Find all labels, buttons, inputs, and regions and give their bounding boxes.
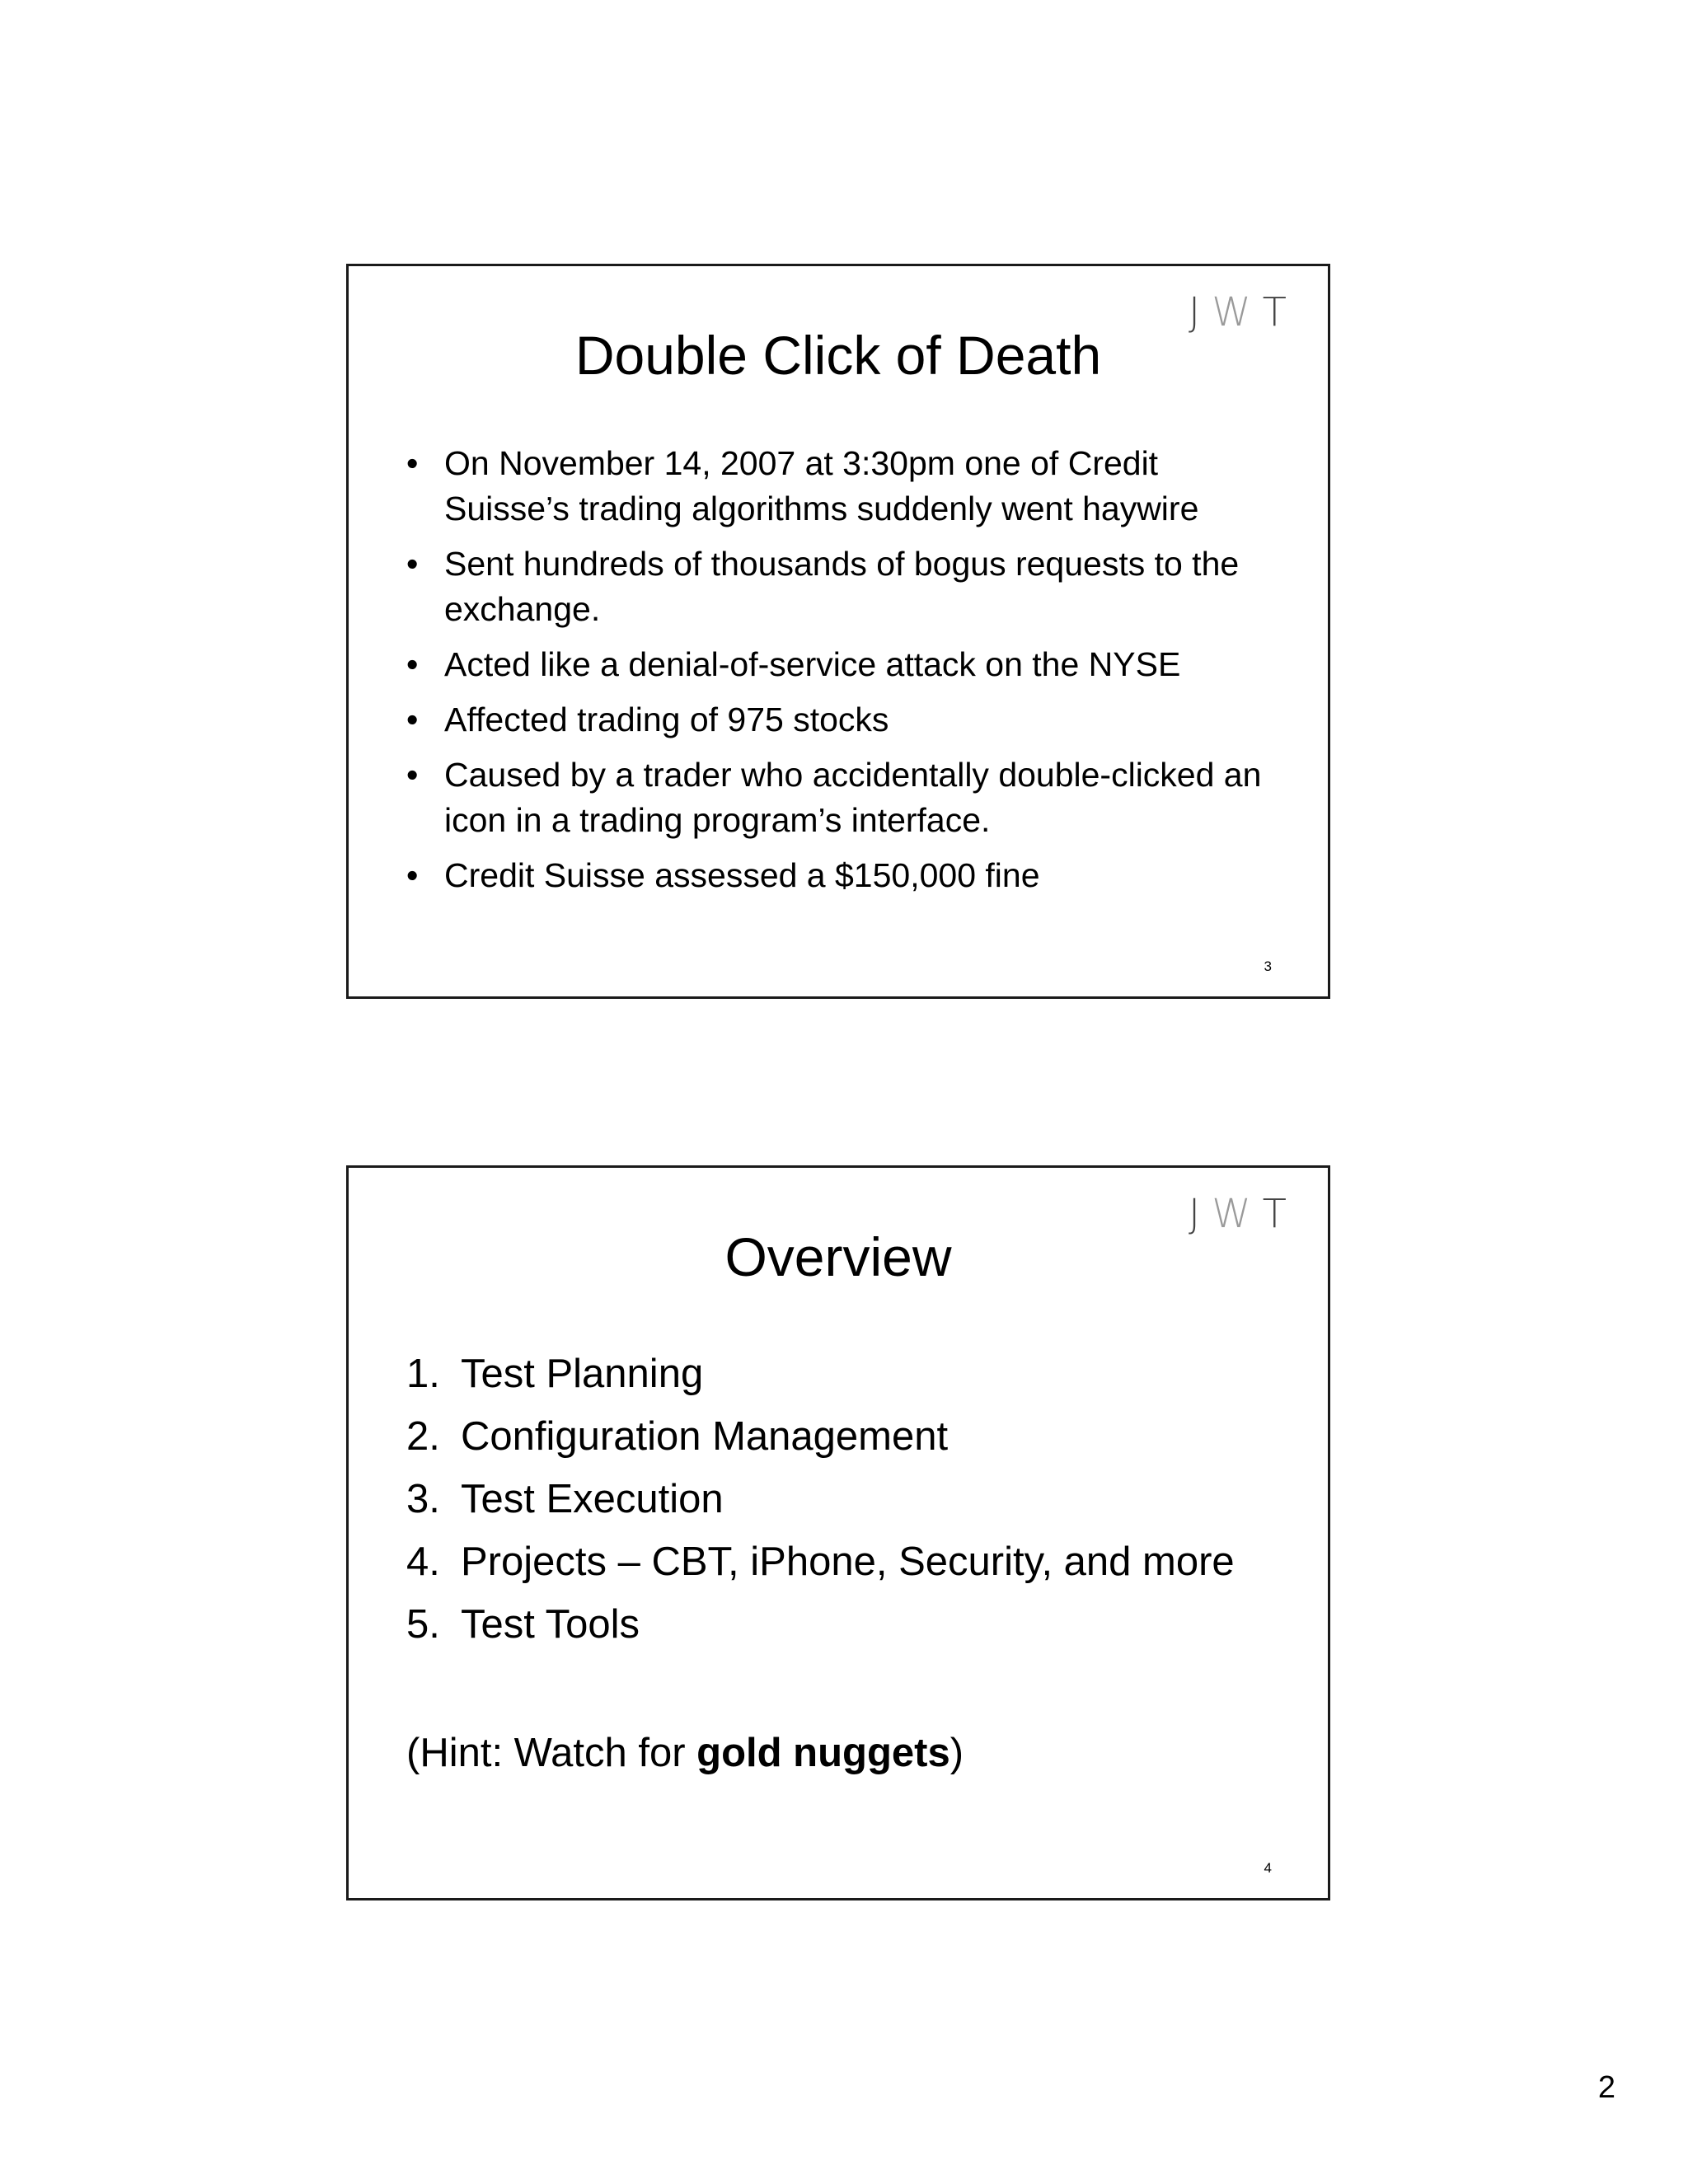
jwt-logo: JWT [1189,1191,1298,1237]
bullet-marker: • [406,756,419,794]
list-item: 3. Test Execution [406,1477,724,1521]
hint-emphasis: gold nuggets [696,1731,950,1775]
list-item: 1. Test Planning [406,1352,704,1396]
bullet-item: • Caused by a trader who accidentally double-clicked an icon in a trading program’s interface. [406,752,1282,843]
slide-double-click-of-death [346,264,1330,999]
bullet-item: • Credit Suisse assessed a $150,000 fine [406,853,1282,898]
bullet-marker: • [406,856,419,894]
slide-overview [346,1165,1330,1900]
bullet-item: • On November 14, 2007 at 3:30pm one of Credit Suisse’s trading algorithms suddenly went haywire [406,441,1282,532]
slide-number: 3 [1264,958,1272,974]
bullet-item: • Sent hundreds of thousands of bogus requests to the exchange. [406,541,1282,632]
slide-title: Overview [724,1226,952,1287]
slide-number: 4 [1264,1860,1272,1876]
numbered-list [406,1343,1282,1656]
bullet-item: • Affected trading of 975 stocks [406,697,1282,743]
list-item: 2. Configuration Management [406,1414,949,1459]
list-item: 4. Projects – CBT, iPhone, Security, and more [406,1540,1235,1584]
slide-title: Double Click of Death [574,325,1102,386]
bullet-item: • Acted like a denial-of-service attack on the NYSE [406,642,1282,687]
page-number: 2 [1597,2070,1615,2105]
bullet-marker: • [406,645,419,683]
list-item: 5. Test Tools [406,1602,640,1647]
bullet-marker: • [406,444,419,482]
bullet-marker: • [406,545,419,583]
hint-text: (Hint: Watch for gold nuggets) [406,1731,964,1775]
jwt-logo: JWT [1189,289,1298,335]
bullet-list [406,441,1282,908]
bullet-marker: • [406,701,419,738]
